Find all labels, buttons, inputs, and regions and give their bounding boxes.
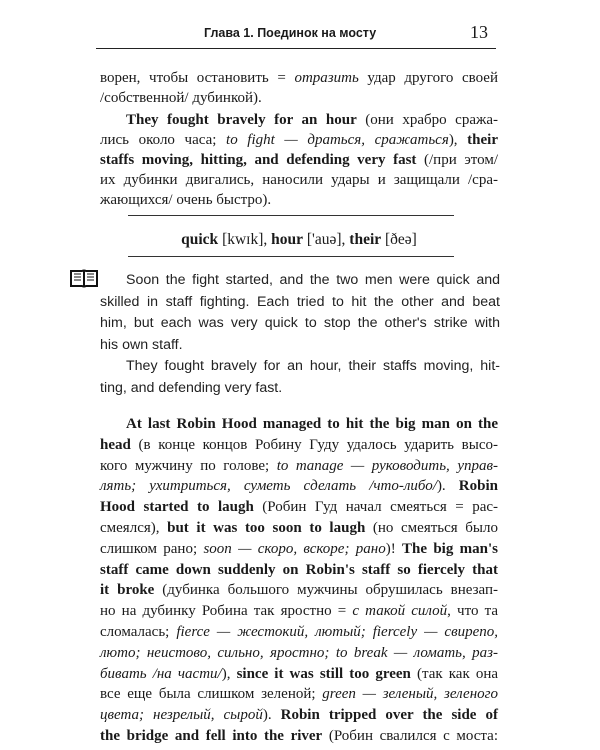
text-line: They fought bravely for an hour, their staffs moving, hit-: [126, 358, 500, 374]
text-line: жающихся/ очень быстро).: [100, 192, 272, 208]
open-book-icon: [70, 268, 98, 288]
running-header: [96, 22, 496, 49]
text-line: бивать /на части/), since it was still too green (так как она: [100, 665, 499, 682]
text-line: лять; ухитриться, суметь сделать /что-либо/). Robin: [100, 478, 498, 495]
russian-gloss-block-2: [100, 110, 498, 210]
text-line: skilled in staff fighting. Each tried to hit the other and beat: [100, 293, 500, 310]
text-line: Hood started to laugh (Робин Гуд начал смеяться = рас-: [100, 499, 499, 516]
text-line: They fought bravely for an hour (они храбро сража-: [126, 112, 498, 128]
russian-gloss-block-1: [100, 68, 498, 108]
text-line: ворен, чтобы остановить = отразить удар другого своей: [100, 70, 498, 86]
text-line: head (в конце концов Робину Гуду удалось ударить высо-: [100, 436, 498, 453]
text-line: сломалась; fierce — жестокий, лютый; fiercely — свирепо,: [100, 623, 498, 640]
russian-gloss-block-3: [100, 414, 498, 747]
divider-top: [128, 215, 454, 216]
text-line: his own staff.: [100, 336, 183, 353]
text-line: the bridge and fell into the river (Робин свалился с моста:: [100, 727, 498, 744]
text-line: At last Robin Hood managed to hit the big man on the: [126, 416, 498, 432]
text-line: staff came down suddenly on Robin's staff so fiercely that: [100, 561, 498, 578]
text-line: лись около часа; to fight — драться, сражаться), their: [100, 132, 498, 148]
english-text-block: [100, 270, 500, 399]
text-line: it broke (дубинка большого мужчины обрушилась внезап-: [100, 582, 498, 599]
text-line: staffs moving, hitting, and defending very fast (/при этом/: [100, 152, 498, 168]
text-line: но на дубинку Робина так яростно = с такой силой, что та: [100, 603, 498, 620]
text-line: их дубинки двигались, наносили удары и защищали /сра-: [100, 172, 498, 188]
page-number: 13: [470, 22, 488, 42]
text-line: смеялся), but it was too soon to laugh (но смеяться было: [100, 519, 498, 536]
text-line: цвета; незрелый, сырой). Robin tripped over the side of: [100, 707, 498, 724]
text-line: /собственной/ дубинкой).: [100, 90, 262, 106]
divider-bottom: [128, 256, 454, 257]
text-line: кого мужчину по голове; to manage — руководить, управ-: [100, 457, 498, 474]
phonetics-line: quick [kwɪk], hour ['auə], their [ðeə]: [181, 231, 417, 248]
text-line: him, but each was very quick to stop the other's strike with: [100, 315, 500, 331]
text-line: ting, and defending very fast.: [100, 379, 283, 396]
text-line: слишком рано; soon — скоро, вскоре; рано)! The big man's: [100, 540, 499, 557]
chapter-title: Глава 1. Поединок на мосту: [204, 26, 377, 40]
text-line: Soon the fight started, and the two men were quick and: [126, 272, 500, 288]
text-line: все еще была слишком зеленой; green — зеленый, зеленого: [100, 686, 498, 703]
text-line: лютo; неистово, сильно, яростно; to break — ломать, раз-: [100, 644, 498, 661]
